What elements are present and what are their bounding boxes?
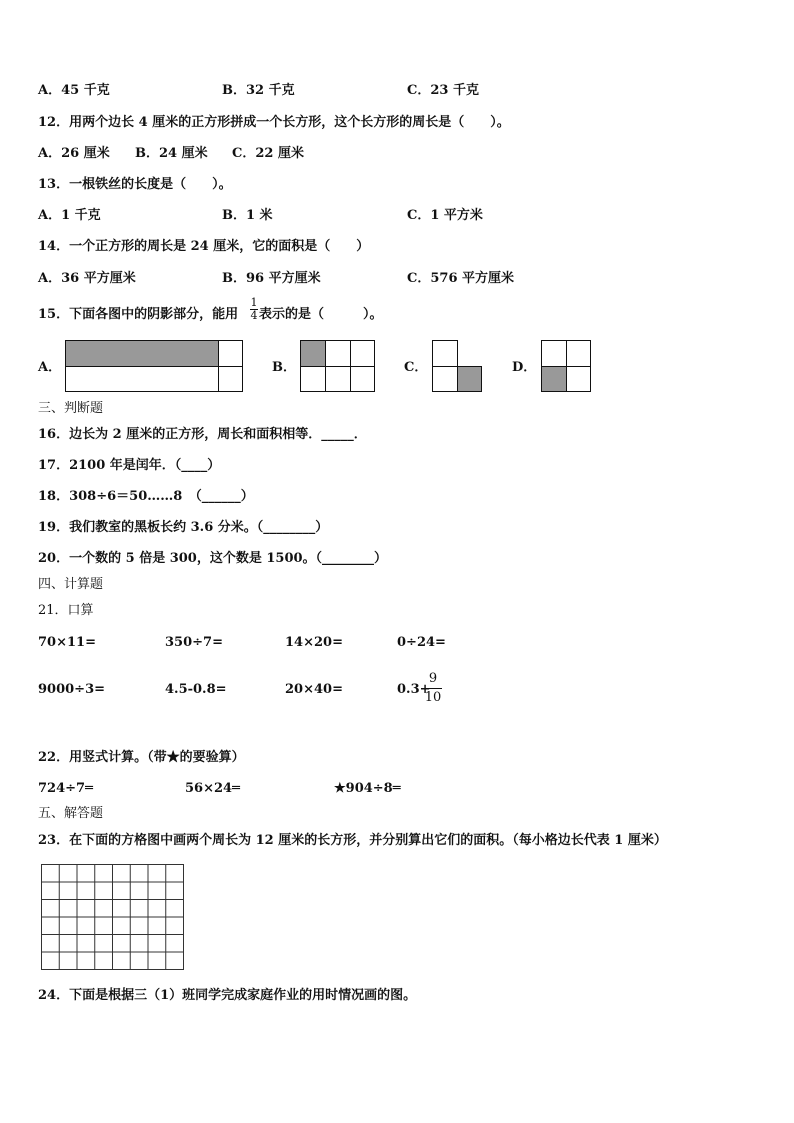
q14-option-b: B．96 平方厘米 — [222, 271, 321, 286]
q15-stem-start: 15．下面各图中的阴影部分，能用 — [38, 307, 239, 322]
q11-option-b: B．32 千克 — [222, 83, 295, 98]
figure-b-shaded-cell — [300, 340, 326, 367]
q21-item: 4.5-0.8= — [165, 682, 227, 697]
q24-text: 24．下面是根据三（1）班同学完成家庭作业的用时情况画的图。 — [38, 988, 417, 1003]
q21-stem: 21．口算 — [38, 603, 94, 618]
q21-item: 70×11= — [38, 635, 96, 650]
q15-figure-d — [541, 340, 591, 392]
q15-label-d: D． — [512, 360, 537, 375]
q15-label-b: B． — [272, 360, 296, 375]
section-3-title: 三、判断题 — [38, 401, 104, 416]
q13-option-b: B．1 米 — [222, 208, 273, 223]
figure-c-cell — [432, 366, 458, 392]
figure-d-cell — [566, 366, 591, 392]
q14-option-a: A．36 平方厘米 — [38, 271, 136, 286]
q21-item: 20×40= — [285, 682, 343, 697]
figure-a-cell — [65, 366, 219, 392]
section-5-title: 五、解答题 — [38, 806, 104, 821]
q21-fraction-denominator: 10 — [424, 690, 442, 705]
q11-option-c: C．23 千克 — [407, 83, 479, 98]
q19-text: 19．我们教室的黑板长约 3.6 分米。（________） — [38, 520, 329, 535]
q22-item: ★904÷8═ — [334, 781, 401, 796]
figure-d-cell — [541, 340, 567, 367]
q15-figure-a — [65, 340, 243, 392]
figure-b-cell — [350, 366, 375, 392]
q13-option-a: A．1 千克 — [38, 208, 101, 223]
q16-text: 16．边长为 2 厘米的正方形，周长和面积相等．_____． — [38, 427, 367, 442]
q22-item: 56×24═ — [185, 781, 240, 796]
q21-item: 0÷24= — [397, 635, 446, 650]
figure-b-cell — [300, 366, 326, 392]
q15-stem-end: 表示的是（ ）。 — [259, 307, 383, 322]
figure-a-shaded-cell — [65, 340, 219, 367]
q12-option-a: A．26 厘米 — [38, 146, 110, 161]
q13-stem: 13．一根铁丝的长度是（ ）。 — [38, 177, 232, 192]
q21-fraction — [423, 670, 443, 707]
q21-item: 350÷7= — [165, 635, 223, 650]
q11-option-a: A．45 千克 — [38, 83, 110, 98]
figure-c-cell — [432, 340, 458, 367]
q21-item: 9000÷3= — [38, 682, 106, 697]
figure-a-cell — [218, 340, 243, 367]
q15-fraction-denominator: 4 — [250, 309, 258, 322]
q23-text: 23．在下面的方格图中画两个周长为 12 厘米的长方形，并分别算出它们的面积。（每小格边长代表 1 厘米） — [38, 833, 667, 848]
q13-option-c: C．1 平方米 — [407, 208, 483, 223]
figure-d-cell — [566, 340, 591, 367]
q18-text: 18．308÷6＝50……8 （______） — [38, 489, 254, 504]
q23-square-grid — [41, 864, 184, 970]
q15-label-a: A． — [38, 360, 62, 375]
q15-label-c: C． — [404, 360, 428, 375]
q22-stem: 22．用竖式计算。（带★的要验算） — [38, 750, 245, 765]
q14-stem: 14．一个正方形的周长是 24 厘米，它的面积是（ ） — [38, 239, 370, 254]
figure-d-shaded-cell — [541, 366, 567, 392]
q12-stem: 12．用两个边长 4 厘米的正方形拼成一个长方形，这个长方形的周长是（ ）。 — [38, 115, 510, 130]
figure-b-cell — [325, 340, 351, 367]
q17-text: 17．2100 年是闰年．（____） — [38, 458, 221, 473]
q12-option-c: C．22 厘米 — [232, 146, 304, 161]
q21-item: 0.3+ — [397, 682, 431, 697]
q12-option-b: B．24 厘米 — [135, 146, 208, 161]
q21-item: 14×20= — [285, 635, 343, 650]
q15-figure-b — [300, 340, 375, 392]
q20-text: 20．一个数的 5 倍是 300，这个数是 1500。（________） — [38, 551, 388, 566]
section-4-title: 四、计算题 — [38, 577, 104, 592]
figure-b-cell — [325, 366, 351, 392]
q15-fraction-numerator: 1 — [250, 296, 258, 309]
q22-item: 724÷7═ — [38, 781, 93, 796]
figure-b-cell — [350, 340, 375, 367]
figure-c-shaded-cell — [457, 366, 482, 392]
q21-fraction-numerator: 9 — [428, 671, 438, 686]
q14-option-c: C．576 平方厘米 — [407, 271, 515, 286]
figure-a-cell — [218, 366, 243, 392]
q15-figure-c — [432, 340, 482, 392]
